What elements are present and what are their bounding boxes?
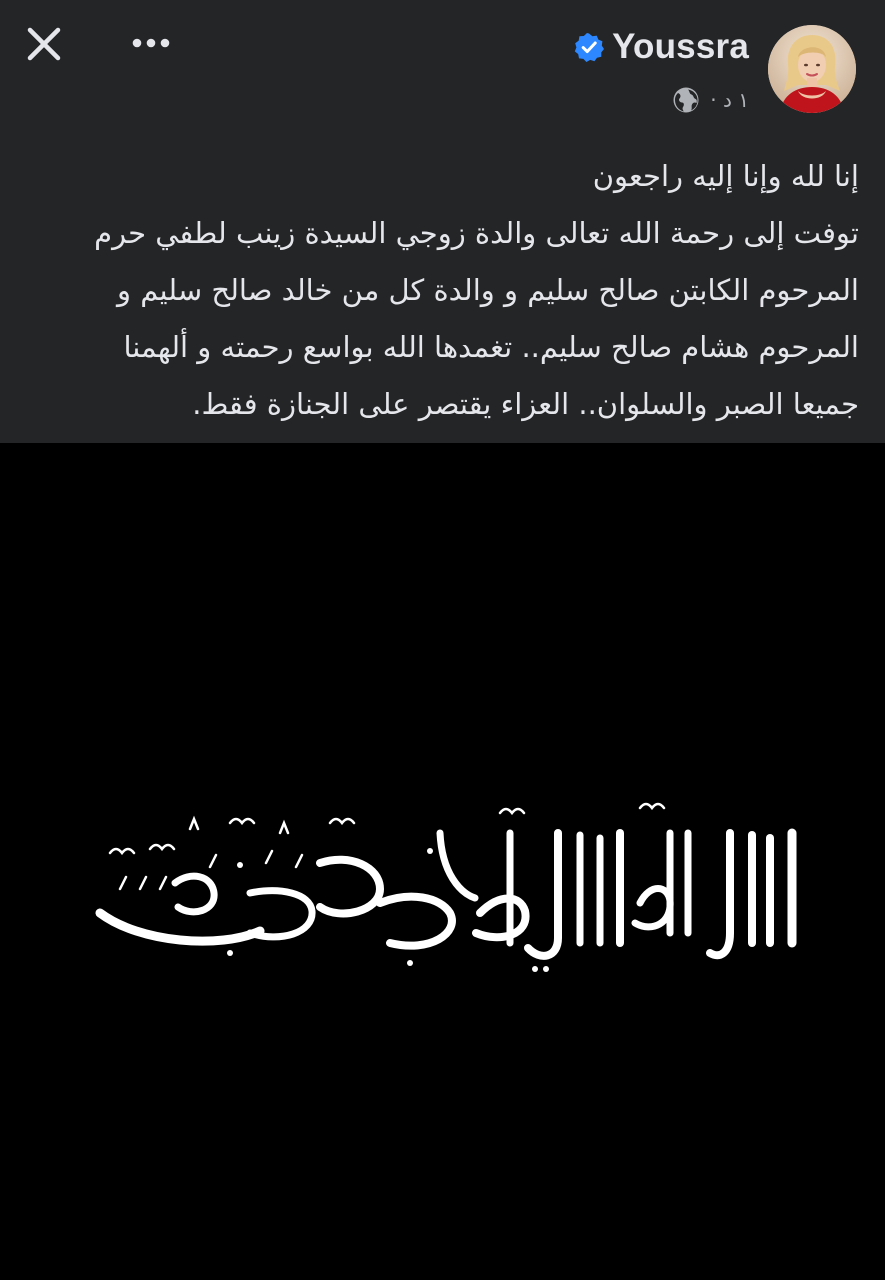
globe-icon[interactable]	[672, 86, 700, 114]
calligraphy-image	[80, 793, 810, 973]
post-image[interactable]	[0, 443, 885, 1280]
post-text: إنا لله وإنا إليه راجعون توفت إلى رحمة الله تعالى والدة زوجي السيدة زينب لطفي حرم المرحوم الكابتن صالح سليم و والدة كل من خالد صالح سليم و المرحوم هشام صالح سليم.. تغمدها الله بواسع رحمته و ألهمنا جميعا الصبر والسلوان.. العزاء يقتصر على الجنازة فقط.	[94, 159, 859, 421]
more-horizontal-icon	[131, 37, 171, 49]
post-header	[0, 0, 885, 443]
more-options-button[interactable]	[126, 26, 176, 60]
close-icon	[25, 25, 63, 63]
post-timestamp[interactable]: ١ د ·	[710, 88, 749, 112]
author-row	[574, 24, 749, 70]
close-button[interactable]	[22, 22, 66, 66]
post-meta	[672, 84, 749, 116]
profile-avatar-image	[768, 25, 856, 113]
verified-badge-icon	[574, 32, 604, 62]
author-name[interactable]: Youssra	[612, 27, 749, 66]
author-avatar[interactable]	[768, 25, 856, 113]
